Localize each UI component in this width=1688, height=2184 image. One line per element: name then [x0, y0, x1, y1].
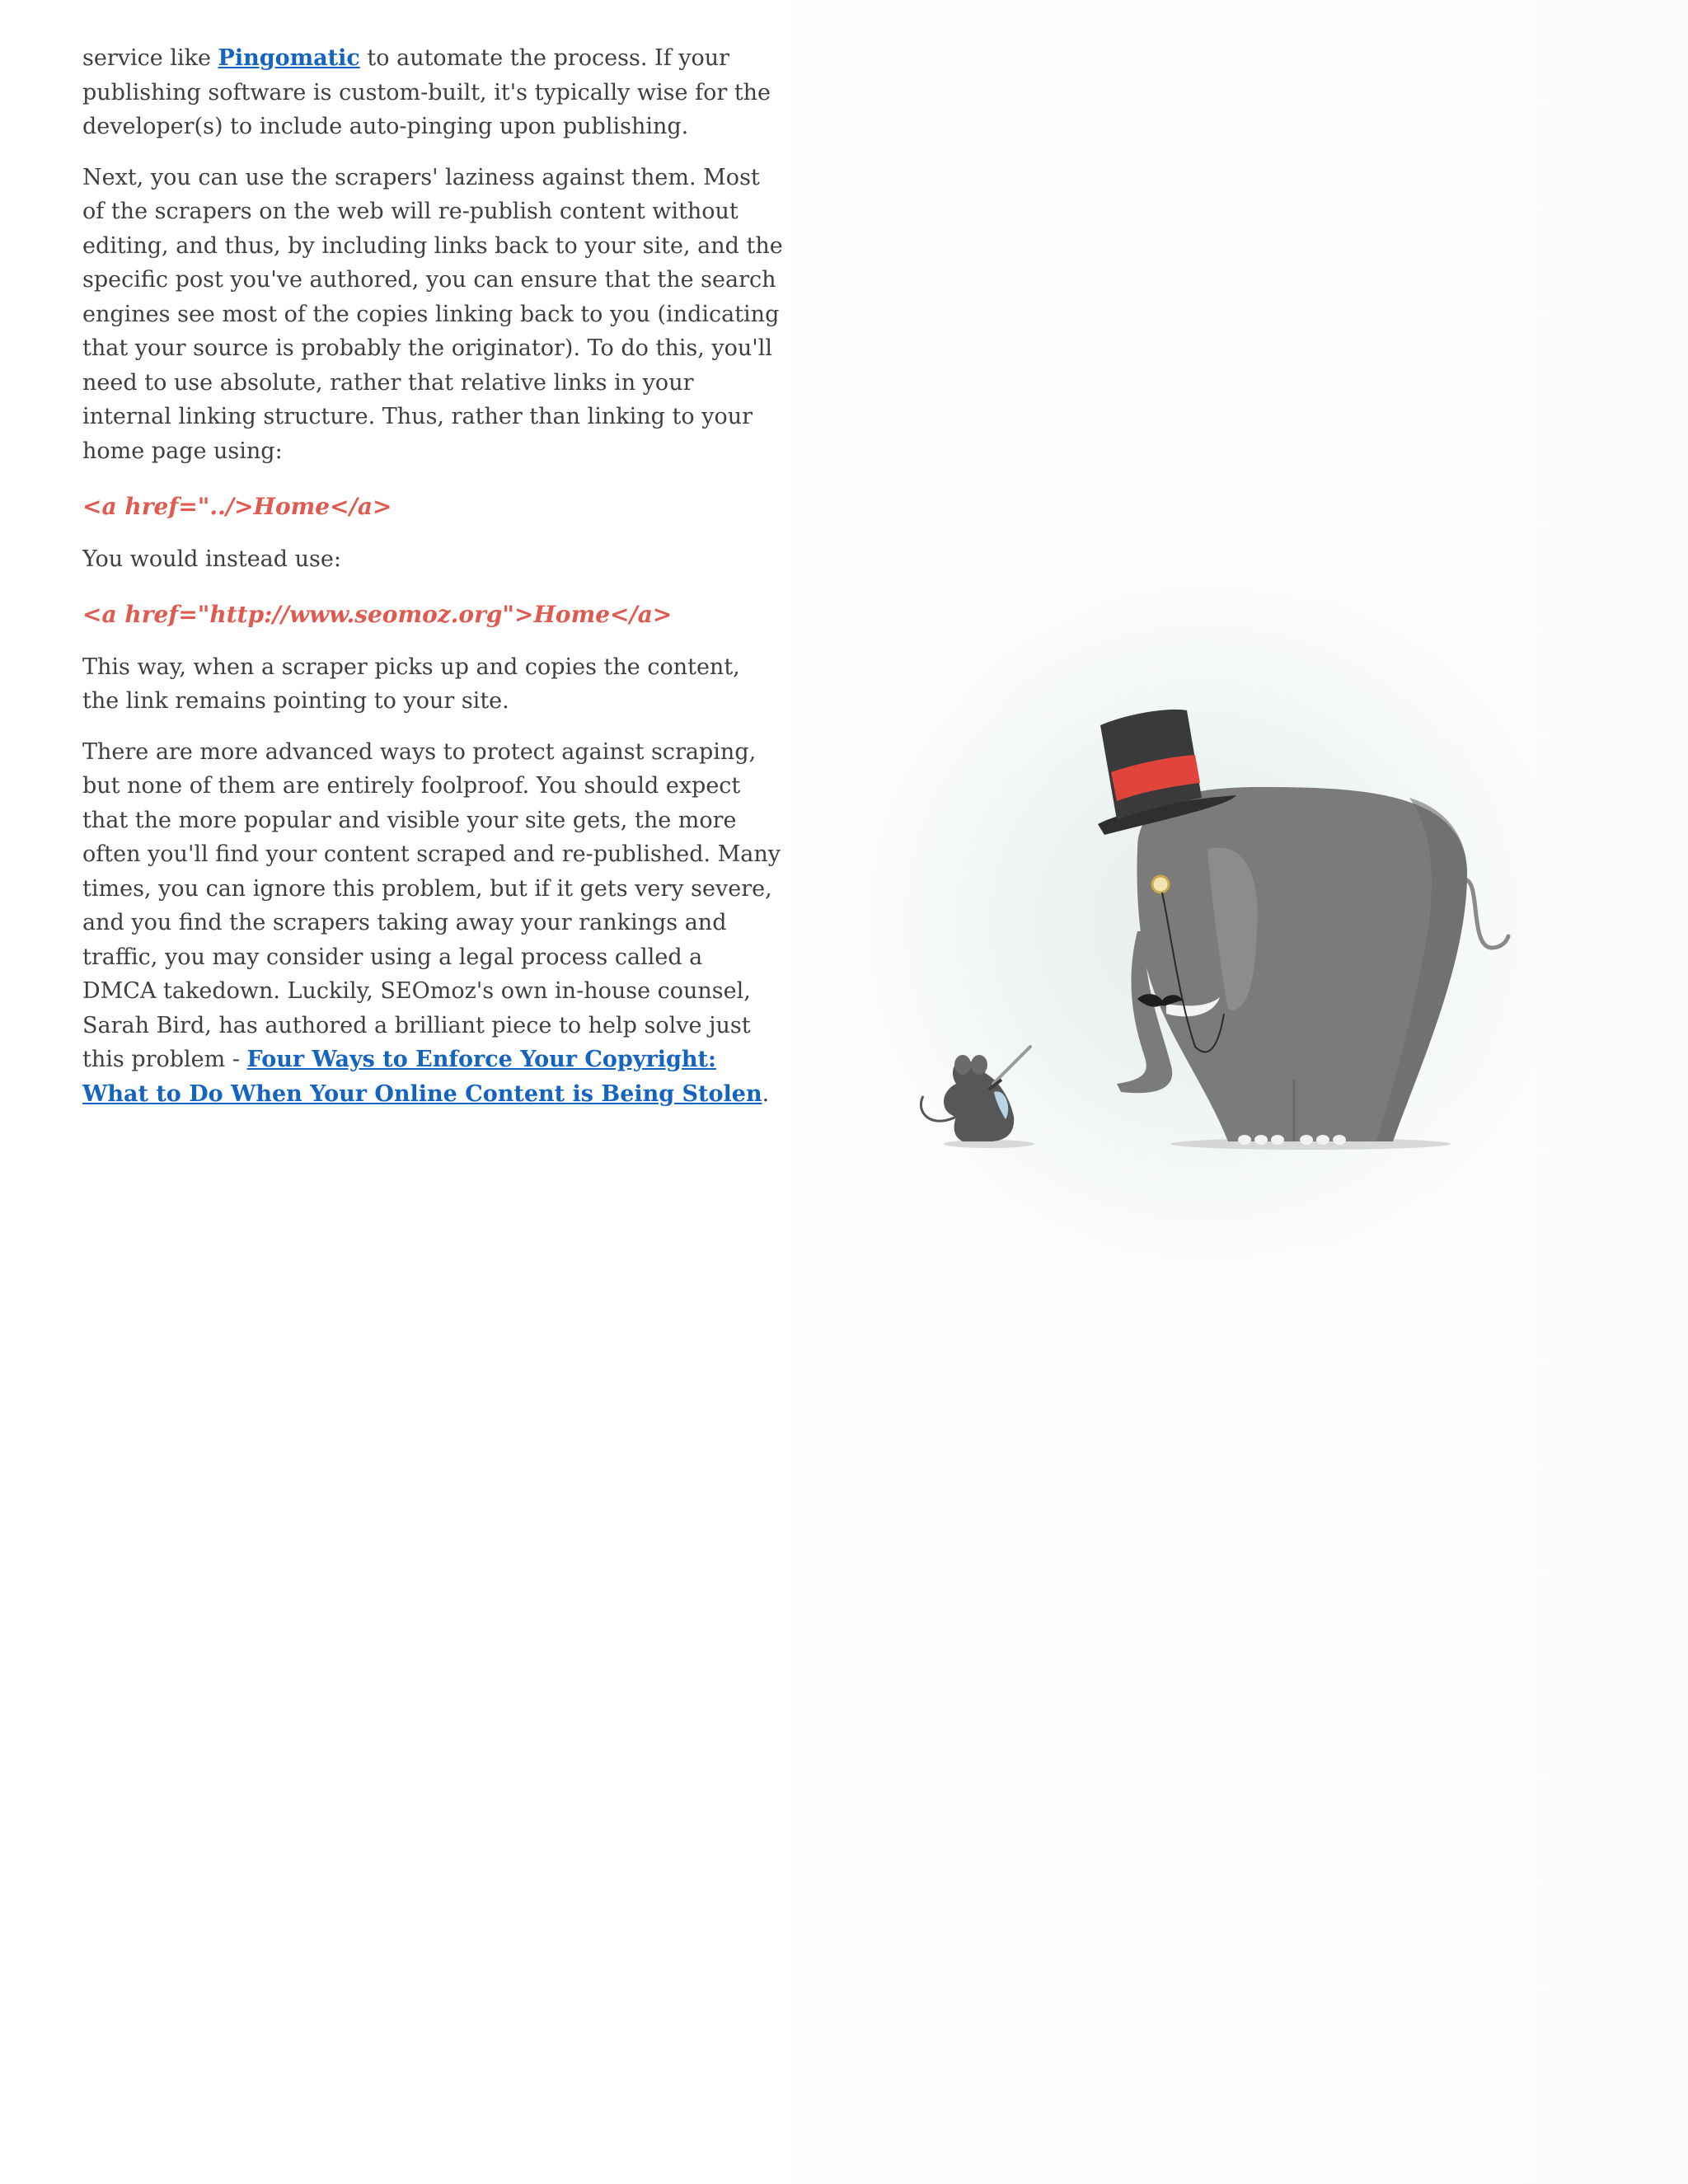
copyright-article-link[interactable]: Four Ways to Enforce Your Copyright: What to Do When Your Online Content is Being Stolen: [82, 1047, 762, 1107]
paragraph-pingomatic: [82, 41, 783, 144]
code-absolute-link: <a href="http://www.seomoz.org">Home</a>: [82, 601, 673, 628]
paragraph-text: service like: [82, 45, 218, 71]
paragraph-scraper-copies: This way, when a scraper picks up and copies the content, the link remains pointing to your site.: [82, 654, 740, 714]
paragraph-text: to automate the process. If your publishing software is custom-built, it's typically wise for the developer(s) to include auto-pinging upon publishing.: [82, 45, 771, 139]
mouse-icon: [921, 1047, 1030, 1141]
monocle-icon: [1152, 876, 1169, 893]
paragraph-text: There are more advanced ways to protect against scraping, but none of them are entirely foolproof. You should expect that the more popular and visible your site gets, the more often you'll find your content scraped and re-published. Many times, you can ignore this problem, but if it gets very severe, and you find the scrapers taking away your rankings and traffic, you may consider using a legal process called a DMCA takedown. Luckily, SEOmoz's own in-house counsel, Sarah Bird, has authored a brilliant piece to help solve just this problem -: [82, 738, 781, 1072]
article-body: [82, 41, 783, 1127]
pingomatic-link[interactable]: Pingomatic: [218, 45, 360, 71]
paragraph-instead-use: You would instead use:: [82, 546, 341, 572]
code-relative-link: <a href="../>Home</a>: [82, 493, 392, 520]
paragraph-advanced-ways: [82, 735, 783, 1112]
elephant-body-icon: [1137, 787, 1467, 1141]
elephant-and-mouse-illustration: [832, 503, 1574, 1294]
mouse-sword-icon: [993, 1047, 1030, 1084]
paragraph-scrapers-laziness: Next, you can use the scrapers' laziness against them. Most of the scrapers on the web will re-publish content without editing, and thus, by including links back to your site, and the specific post you've authored, you can ensure that the search engines see most of the copies linking back to you (indicating that your source is probably the originator). To do this, you'll need to use absolute, rather that relative links in your internal linking structure. Thus, rather than linking to your home page using:: [82, 164, 783, 464]
paragraph-text: .: [762, 1080, 770, 1107]
